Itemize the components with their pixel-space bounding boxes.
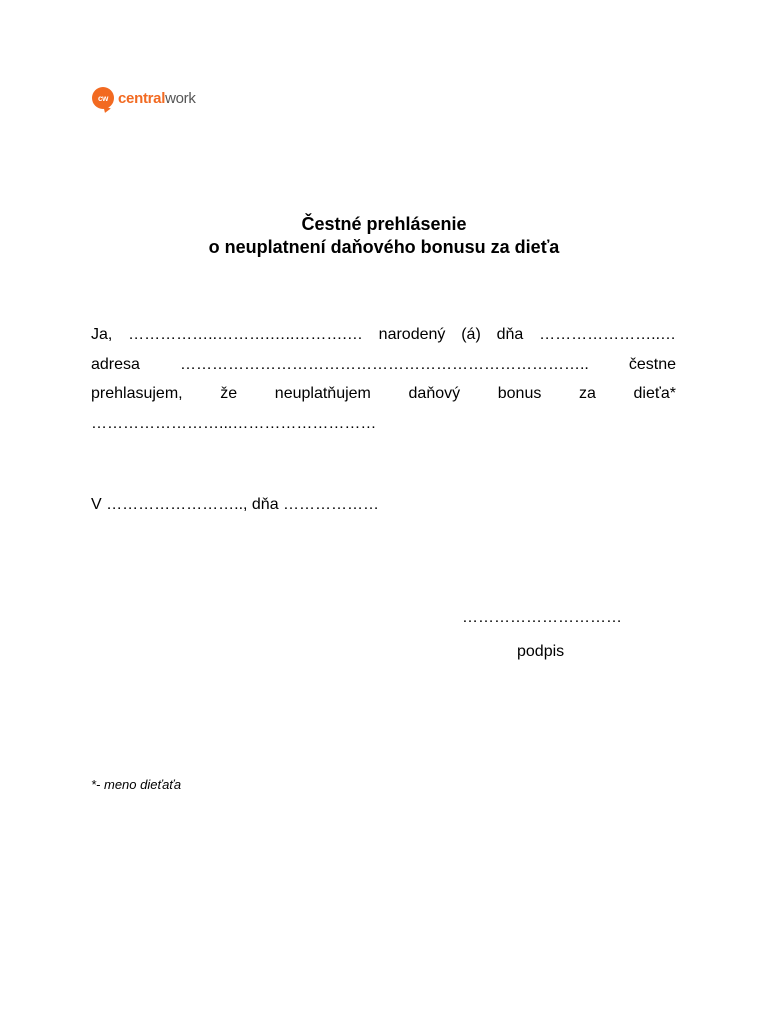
signature-label: podpis: [517, 643, 565, 660]
paragraph-line-2: adresa ………………………………………………………………….. čestne: [91, 355, 676, 373]
place-date-line: V …………………….., dňa ………………: [91, 496, 380, 513]
paragraph-line-3: prehlasujem, že neuplatňujem daňový bonus za dieťa*: [91, 385, 677, 402]
logo-text-work: work: [165, 89, 196, 107]
paragraph-line-4: ……………………...………………………: [91, 414, 377, 432]
declaration-paragraph: [91, 320, 676, 438]
document-title: [0, 213, 768, 259]
logo-mark-icon: cw: [92, 87, 114, 109]
signature-line: …………………………: [462, 609, 622, 626]
footnote: *- meno dieťaťa: [91, 777, 182, 792]
paragraph-line-1: Ja, ……………..……….…..……….… narodený (á) dňa …………………..…: [91, 326, 677, 343]
title-line-2: o neuplatnení daňového bonusu za dieťa: [208, 237, 560, 257]
company-logo: [92, 85, 196, 111]
title-line-1: Čestné prehlásenie: [301, 214, 467, 234]
logo-text-central: central: [118, 89, 166, 107]
logo-wordmark: [118, 90, 196, 107]
